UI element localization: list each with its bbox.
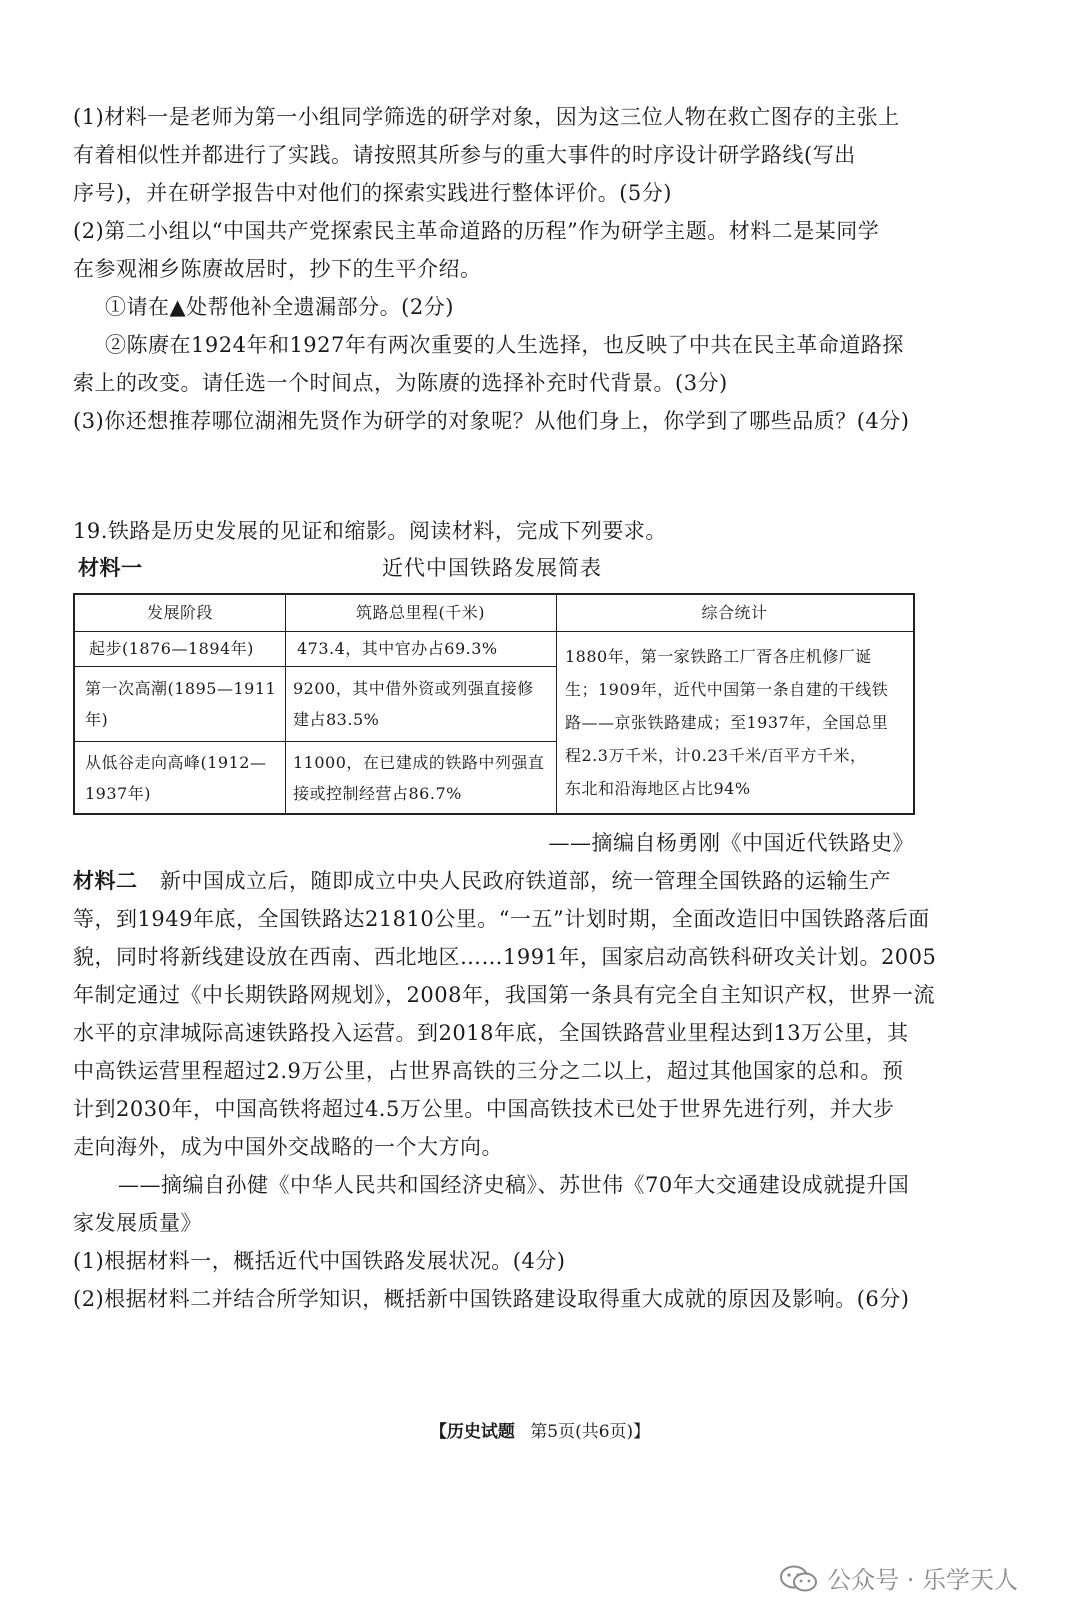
q18-line-9: (3)你还想推荐哪位湖湘先贤作为研学的对象呢？从他们身上，你学到了哪些品质？(4分) (73, 409, 910, 433)
q18-line-3: 序号)，并在研学报告中对他们的探索实践进行整体评价。(5分) (73, 181, 672, 205)
watermark (779, 1560, 1018, 1595)
table-row1-mileage: 473.4，其中官办占69.3% (297, 639, 498, 658)
table-row2-stage-line2: 年) (85, 710, 109, 729)
q18-line-4: (2)第二小组以“中国共产党探索民主革命道路的历程”作为研学主题。材料二是某同学 (73, 219, 880, 243)
material2-line-3: 貌，同时将新线建设放在西南、西北地区……1991年，国家启动高铁科研攻关计划。2005 (73, 945, 937, 969)
source2-citation-line1: ——摘编自孙健《中华人民共和国经济史稿》、苏世伟《70年大交通建设成就提升国 (118, 1173, 910, 1197)
table-row3-stage-line2: 1937年) (85, 784, 151, 803)
material2-line-1: 新中国成立后，随即成立中央人民政府铁道部，统一管理全国铁路的运输生产 (160, 869, 891, 893)
table-row1-stage: 起步(1876—1894年) (89, 639, 254, 658)
table-row2-stage-line1: 第一次高潮(1895—1911 (85, 679, 277, 698)
table-row2-mileage-line2: 建占83.5% (293, 710, 380, 729)
table-header-divider (75, 631, 913, 632)
material2-line-5: 水平的京津城际高速铁路投入运营。到2018年底，全国铁路营业里程达到13万公里，其 (73, 1021, 909, 1045)
railway-table (73, 593, 915, 815)
table-row3-stage-line1: 从低谷走向高峰(1912— (85, 753, 267, 772)
footer-page-info: 第5页(共6页)】 (530, 1422, 651, 1442)
q18-line-5: 在参观湘乡陈赓故居时，抄下的生平介绍。 (73, 257, 482, 281)
footer-subject: 【历史试题 (429, 1422, 515, 1442)
wechat-icon (779, 1565, 819, 1593)
material2-line-4: 年制定通过《中长期铁路网规划》，2008年，我国第一条具有完全自主知识产权，世界一流 (73, 983, 935, 1007)
source2-citation-line2: 家发展质量》 (73, 1211, 202, 1235)
page-footer (0, 1420, 1080, 1444)
table-header-stage: 发展阶段 (146, 603, 213, 622)
q18-line-6: ①请在▲处帮他补全遗漏部分。(2分) (105, 295, 454, 319)
table-title: 近代中国铁路发展简表 (382, 556, 602, 580)
table-row2-mileage-line1: 9200，其中借外资或列强直接修 (293, 679, 534, 698)
material2-line-2: 等，到1949年底，全国铁路达21810公里。“一五”计划时期，全面改造旧中国铁路落后面 (73, 907, 930, 931)
material2-line-7: 计到2030年，中国高铁将超过4.5万公里。中国高铁技术已处于世界先进行列，并大步 (73, 1097, 895, 1121)
watermark-text: 公众号 · 乐学天人 (827, 1566, 1018, 1594)
q18-line-1: (1)材料一是老师为第一小组同学筛选的研学对象，因为这三位人物在救亡图存的主张上 (73, 105, 900, 129)
q18-line-2: 有着相似性并都进行了实践。请按照其所参与的重大事件的时序设计研学路线(写出 (73, 143, 856, 167)
q19-question-2: (2)根据材料二并结合所学知识，概括新中国铁路建设取得重大成就的原因及影响。(6分) (73, 1287, 910, 1311)
table-row3-mileage-line1: 11000，在已建成的铁路中列强直 (293, 753, 545, 772)
table-header-summary: 综合统计 (701, 603, 768, 622)
table-summary-line1: 1880年，第一家铁路工厂胥各庄机修厂诞 (565, 647, 872, 666)
table-summary-line4: 程2.3万千米，计0.23千米/百平方千米， (565, 746, 867, 765)
table-summary-line2: 生；1909年，近代中国第一条自建的干线铁 (565, 680, 889, 699)
material2-line-8: 走向海外，成为中国外交战略的一个大方向。 (73, 1135, 503, 1159)
q19-question-1: (1)根据材料一，概括近代中国铁路发展状况。(4分) (73, 1249, 566, 1273)
material2-label: 材料二 (73, 868, 138, 893)
material1-label: 材料一 (78, 555, 143, 580)
table-summary-line3: 路——京张铁路建成；至1937年，全国总里 (565, 713, 889, 732)
q19-intro: 19.铁路是历史发展的见证和缩影。阅读材料，完成下列要求。 (73, 519, 667, 543)
material2-line-6: 中高铁运营里程超过2.9万公里，占世界高铁的三分之二以上，超过其他国家的总和。预 (73, 1059, 904, 1083)
table-header-mileage: 筑路总里程(千米) (356, 603, 485, 622)
source1-citation: ——摘编自杨勇刚《中国近代铁路史》 (548, 831, 914, 855)
table-row-divider-1 (75, 666, 556, 667)
table-row3-mileage-line2: 接或控制经营占86.7% (293, 784, 462, 803)
q18-line-7: ②陈赓在1924年和1927年有两次重要的人生选择，也反映了中共在民主革命道路探 (105, 333, 904, 357)
q18-line-8: 索上的改变。请任选一个时间点，为陈赓的选择补充时代背景。(3分) (73, 371, 728, 395)
table-summary-line5: 东北和沿海地区占比94% (565, 779, 751, 798)
table-row-divider-2 (75, 741, 556, 742)
